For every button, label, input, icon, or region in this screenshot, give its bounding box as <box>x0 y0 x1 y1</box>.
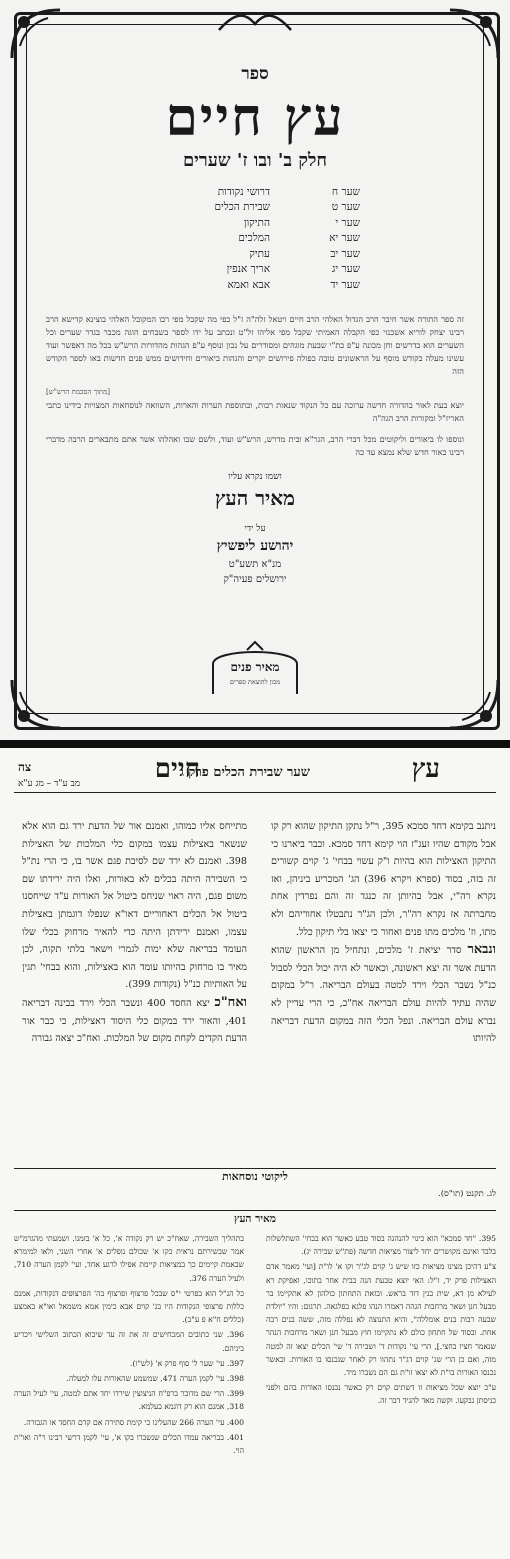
header-etz: עץ <box>411 754 440 784</box>
description-paragraph: יוצא בעת לאור בהדורה חדשה ערוכה עם כל הנקוד שנאות רבות, ובתוספת הערות והארות, השוואה לנוסחאות המצויות בידינו כתבי האריז"ל ומקורות הרב הגה"ה <box>46 400 464 424</box>
likutei-title: ליקוטי נוסחאות <box>222 1170 288 1183</box>
gate-number: שער י <box>335 216 360 229</box>
lead-word: ואח"כ <box>214 994 247 1010</box>
gate-row <box>150 247 360 263</box>
main-paragraph <box>271 941 496 1048</box>
header-chaim: חיים <box>154 754 200 784</box>
main-paragraph-text: סדר יציאת ז' מלכים, ונתחיל מן הראשון שהוא הדעת אשר זה יצא ראשונה, וכאשר לא היה יכול הכלי לסבול כנ"ל נשבר הכלי וירד למטה בעולם הבריאה. ר"ל במקום שהיה עתיד להיות עולם הבריאה אח"כ, כי הרי עדיין לא נברא עולם הבריאה. ונפל הכלי הזה במקום הדעת דבריאה להיותו <box>271 945 496 1045</box>
main-paragraph: ניתנב בקימא דחד סמכא 395, ר"ל נתקן התיקון שהוא רק קו אבל מקודם שהיו זעג"ז הוי קימא דחד סמכא. וכבר ביארנו כי התיקון האצילות הוא בהיות ו"ק עשוי בבחי' ג' קוים קשורים זה בזה, בסוד (ספרא ויקרא 396) הג' המכריע ביניהן, ואז נקרא רה"י, אבל בהיותן זה כנגד זה והם נפרדין אחת מחברתה אז נקרא רה"ר, ולכן הג"ר נתבטלו אחוריהם ולא מתו, וז' מלכים מתו פנים ואחור כי יצאו בלי תיקון כלל. <box>271 821 496 938</box>
footnote: 397. עי' שער ל' סוף פרק א' (לש"ו). <box>130 1358 244 1368</box>
commentary-title: מאיר העץ <box>215 486 295 511</box>
commentary-intro: ושמו נקרא עליו <box>228 472 282 483</box>
top-ornament-icon <box>215 10 295 34</box>
fleur-ornament-icon <box>446 6 502 62</box>
gate-name: דרושי נקודות <box>217 185 270 198</box>
gate-name: אריך אנפין <box>226 263 270 276</box>
header-rule <box>14 792 496 793</box>
footnote: 395. "חד סמכא" הוא כינוי להנהגה בסוד טבע כאשר הוא בבחי' השתלשלות בלבד ואינם מקושרים יחד ליצור מציאות חדשה (פת"ש שבירה יג). <box>266 1234 496 1257</box>
gate-name: המלכים <box>238 232 270 245</box>
gate-name: התיקון <box>243 216 270 229</box>
main-paragraph: מתייחס אליו כמוהו, ואמנם אור של הדעת ירד גם הוא אלא שנשאר באצילות עצמו במקום כלי המלכות של האצילות 398. ואמנם לא ירד שם לסיבת פגם אשר בו, כי הרי נת"ל כי השבירה היתה בכלים לא באורות, ואלו היה ירידתו שם משום פגם, היה ראוי שניחס ביטול אל האורות ע"ד שייחסנו ביטול אל הכלים דאחוריים דאו"א שנפלו דוגמתן באצילות עצמו, ואמנם ירידתן היתה כדי להאיר מרחוק בכלי שלו העומד בבריאה שלא ימות לגמרי וישאר בלתי תקוה, לכן מאיר בו מרחוק בהיותו עומד הוא באצילות, והוא בבחי' תגין על האותיות כנ"ל (נקודות 399). <box>22 821 247 991</box>
commentary-section-title: מאיר העץ <box>234 1213 276 1225</box>
publication-date: מנ"א תשע"ט <box>228 559 282 571</box>
description-paragraph: זה ספר התורה אשר חיבר הרב הגדול האלהי הרב חיים ויטאל זלה"ה ז"ל כפי מה שקבל מפי רבו המקובל האלהי בוצינא קדישא הרב רבינו יצחק לוריא אשכנזי כפי הקבלה האמיתי שקבל מפי אליהו זל"ט ונכתב על ידו לספר בשבחים הוגה מכבר בגדר שערים וכל השערים הוא בדרשים וחן מכונה ע"פ כת"י שבעת מוגהים ומסודרים על נכון ונוסף ע"פ הגהות מהדורות הרש"ש בכל מה דאפשר ועוד עשינו מעלה בקודש מוסף על הראשונים טובה כפולה פירושים יקרים והגהות ביאורים וחידושים ממש פנים חדשות באו לספר הקודש הזה <box>46 314 464 377</box>
notes-left-column <box>14 1232 244 1459</box>
fleur-ornament-icon <box>8 6 64 62</box>
logo-subtext: מכון להוצאת ספרים <box>229 678 281 686</box>
description-paragraph: ונוספו לו ביאורים וליקוטים מכל דברי הרב, הגר"א ובית מדרש, הרש"ש ועוד, ולשם שבו ואהלהו אשר אתם מתבארים הרבה מדברי רבינו כאור חדש שלא נמצא עד כה <box>46 434 464 458</box>
footnote: 399. הרי שם מדובר ברפ"ח הניצוצין שירדו יחד אתם למטה, עי' לעיל הערה 318, אמנם הוא רק דוגמא בעלמא. <box>14 1389 244 1412</box>
book-label: ספר <box>241 64 269 84</box>
book-description <box>42 313 468 459</box>
haskamah-source: [מתוך הסכמת הרש"ש] <box>46 388 111 397</box>
publication-place: ירושלים פעיה"ק <box>223 574 287 586</box>
footnote: צ"ע דהיכן מצינו מציאות כזו שיש ג' קוים לג"ר וקו א' לו"ת [ועי' מאמר אדם האצילות פרק יד, ז"ל: האי יוצא טבעת הנה בבית אחר בתוכו, ואפיקת רא לעילא מן דא, שית בנין דוד בראש. ובזאת התחתון כולהון לא אתקיימו בר מבעל חנן ושאר מרחבות הגהה דאמרו הנהו פלגא בפלגאה. תרגום: והיו "יולדת שבעה רבות בנים אומללה", והיא התנוצה לא נפללה מזה, ששה בנים רבה אחת. ובסוד של חתחון כולם לא נתקיימו חוץ מבעל חנן ושאר מרחבות הנהר שנאמר חציו בחצי.], הרי עי' נקודות ד' ושבירה ד' שי' הכלים יצאו זה למטה מזה, ואם כן הרי שג' קוים דג"ר נתהוו רק לאחר שנכנסו בו האורות. וכאשר נכנסו האורות בו"ת לא יצאו זו"ת גם הם נשברו מיד. <box>266 1262 496 1378</box>
running-header <box>12 754 500 794</box>
main-text-left-column <box>22 818 247 1048</box>
gate-number: שער ח <box>331 185 360 198</box>
main-paragraph <box>22 994 247 1048</box>
gate-number: שער יג <box>331 263 360 276</box>
gates-list <box>150 185 360 294</box>
main-text-right-column <box>271 818 496 1048</box>
notes-right-column <box>266 1232 496 1410</box>
publisher-logo <box>207 640 303 696</box>
author-name: יהושע ליפשיץ <box>216 538 294 555</box>
text-page <box>0 748 510 1559</box>
main-paragraph-text: יצא החסד 400 ונשבר הכלי וירד בבינה דבריאה 401, והאור ירד במקום כלי היסוד דאצילות, כי כבר אור הדעת הקדים לקחת מקום של המלכות. ואח"כ יצאה גבורה <box>22 997 247 1045</box>
likutei-note: לג. תקנט (תו"ס). <box>438 1189 496 1199</box>
section-rule <box>14 1168 496 1169</box>
header-section: שער שבירת הכלים פרק ג <box>179 765 310 780</box>
gate-row <box>150 278 360 294</box>
footnote: בתהליך השבירה, שאח"כ יש רק נקודה א', כל א' בזמנו. ושמעתי מהגרמ"ש אמר שבשירתם נראית כקו א' שכולם נופלים א' אחרי השני, ולאו למימרא שבאמת קיימים כך במציאות קיימת אפילו לרגע אחד, ועי' לקמן הערה 710, ולעיל הערה 376. <box>14 1234 244 1283</box>
gate-row <box>150 200 360 216</box>
book-subtitle: חלק ב' ובו ז' שערים <box>182 149 328 171</box>
fleur-ornament-icon <box>446 676 502 732</box>
gate-name: עתיק <box>249 247 270 260</box>
section-rule <box>14 1210 496 1211</box>
gate-name: אבא ואמא <box>227 278 270 291</box>
footnote: 398. עי' לקמן הערה 471, שמשמע שהאורות עלו למעלה. <box>66 1374 244 1384</box>
lead-word: ונבאר <box>467 942 496 958</box>
gate-row <box>150 231 360 247</box>
gate-name: שבירת הכלים <box>214 201 270 214</box>
page-divider <box>0 740 510 748</box>
page-number: צה <box>18 760 32 774</box>
logo-text: מאיר פנים <box>230 660 280 674</box>
gate-row <box>150 216 360 232</box>
gate-row <box>150 262 360 278</box>
book-title: עץ חיים <box>165 87 345 148</box>
footnote: 400. עי' הערה 266 שהעלינו כי קימת סתירה אם קדם החסד או הגבורה. <box>23 1417 244 1427</box>
title-page <box>0 0 510 740</box>
gate-row <box>150 185 360 201</box>
gate-number: שער יב <box>330 247 360 260</box>
gate-number: שער יד <box>330 278 360 291</box>
fleur-ornament-icon <box>8 676 64 732</box>
footnote: 396. שני כתובים המכחישים זה את זה עד שיבוא הכתוב השלישי ויכריע ביניהם. <box>14 1330 244 1353</box>
footnote: כל הנ"ל הוא בפרטי י"ס שבכל פרצוף ופרצוף בה' הפרצופים דנקודות, אמנם כללות פרצופי הנקודות היו בג' קוים אבא כימין אמא משמאל ואו"א באמצע (כללים ח"א פ ע"ב). <box>14 1288 244 1325</box>
page-range: מב ע"ד – מג ע"א <box>18 779 81 789</box>
gate-number: שער יא <box>329 232 360 245</box>
title-page-content <box>42 60 468 585</box>
footnote: ע"כ יוצא שכל מציאות זו דשתים קוים רק כאשר נכנסו האורות בהם ולפני כניסתן נבקעו. וקשה מאד להגיד דבר זה. <box>266 1383 496 1406</box>
gate-number: שער ט <box>331 201 360 214</box>
footnote: 401. בבריאה עמדו הכלים שנשברו בקו א', עי' לקמן דרשי רבינו ר"ה ואו"ת הוי. <box>14 1432 244 1456</box>
by-label: על ידי <box>244 524 266 535</box>
